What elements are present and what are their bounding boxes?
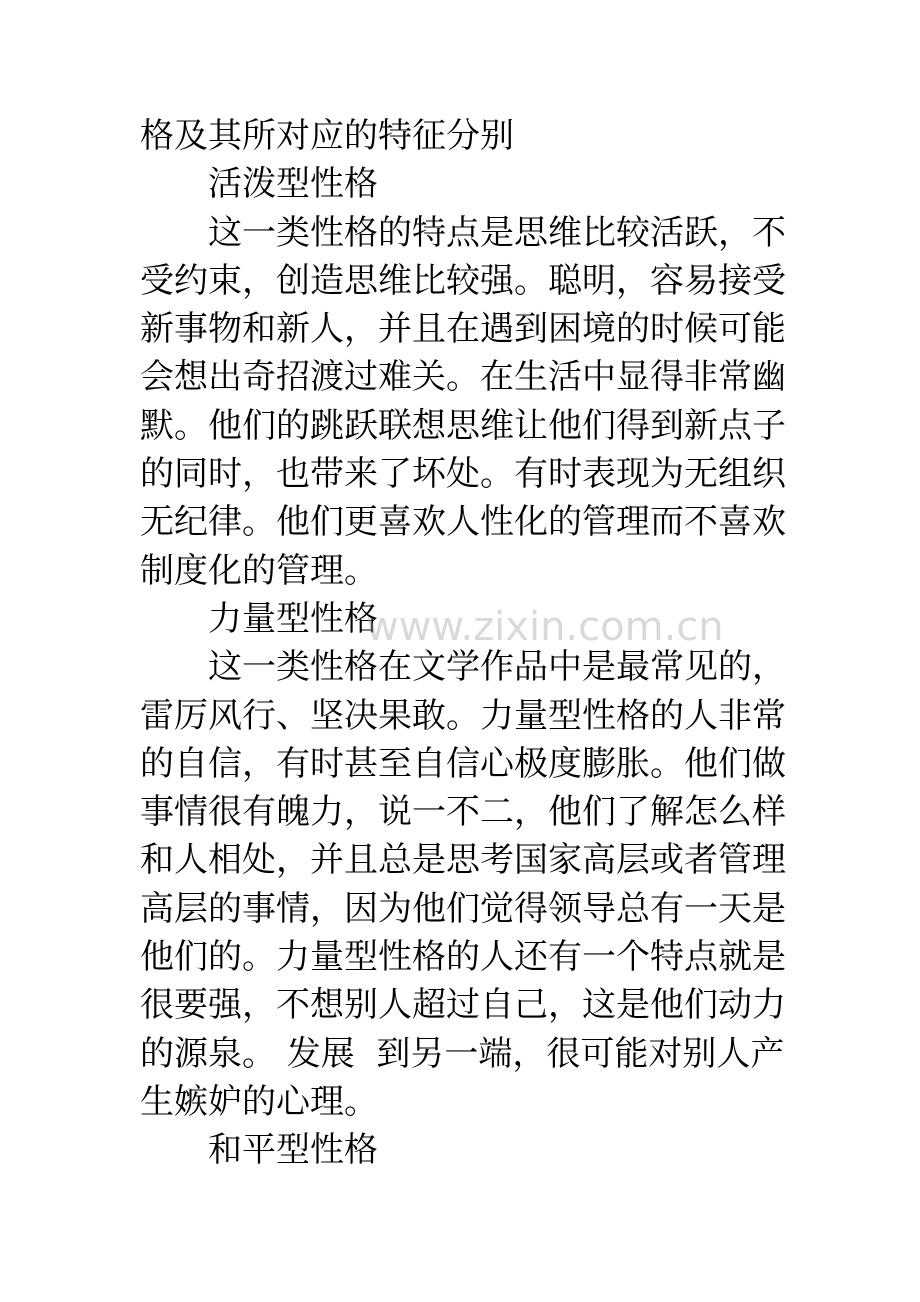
paragraph-line: 很要强，不想别人超过自己，这是他们动力 bbox=[140, 985, 786, 1026]
paragraph-line: 事情很有魄力，说一不二，他们了解怎么样 bbox=[140, 792, 786, 833]
paragraph-line: 雷厉风行、坚决果敢。力量型性格的人非常 bbox=[140, 695, 786, 736]
paragraph-line: 的自信，有时甚至自信心极度膨胀。他们做 bbox=[140, 743, 786, 784]
paragraph-line: 会想出奇招渡过难关。在生活中显得非常幽 bbox=[140, 357, 786, 398]
paragraph-line: 新事物和新人，并且在遇到困境的时候可能 bbox=[140, 309, 786, 350]
paragraph-line: 的源泉。 发展 到另一端，很可能对别人产 bbox=[140, 1033, 785, 1074]
paragraph-line: 这一类性格在文学作品中是最常见的， bbox=[208, 647, 786, 688]
paragraph-line: 高层的事情，因为他们觉得领导总有一天是 bbox=[140, 888, 786, 929]
paragraph-line: 和人相处，并且总是思考国家高层或者管理 bbox=[140, 840, 786, 881]
paragraph-line: 的同时，也带来了坏处。有时表现为无组织 bbox=[140, 454, 786, 495]
paragraph-line: 他们的。力量型性格的人还有一个特点就是 bbox=[140, 937, 786, 978]
section-heading-lively: 活泼型性格 bbox=[208, 164, 378, 205]
paragraph-line: 这一类性格的特点是思维比较活跃，不 bbox=[208, 212, 786, 253]
paragraph-line: 生嫉妒的心理。 bbox=[140, 1081, 378, 1122]
paragraph-line: 受约束，创造思维比较强。聪明，容易接受 bbox=[140, 260, 786, 301]
section-heading-peaceful: 和平型性格 bbox=[208, 1130, 378, 1171]
paragraph-line: 制度化的管理。 bbox=[140, 550, 378, 591]
section-heading-powerful: 力量型性格 bbox=[208, 598, 378, 639]
document-text bbox=[140, 112, 840, 1175]
paragraph-line: 无纪律。他们更喜欢人性化的管理而不喜欢 bbox=[140, 502, 786, 543]
watermark: www.zixin.com.cn bbox=[366, 604, 724, 650]
paragraph-line: 默。他们的跳跃联想思维让他们得到新点子 bbox=[140, 405, 786, 446]
continuation-line: 格及其所对应的特征分别 bbox=[140, 116, 514, 156]
